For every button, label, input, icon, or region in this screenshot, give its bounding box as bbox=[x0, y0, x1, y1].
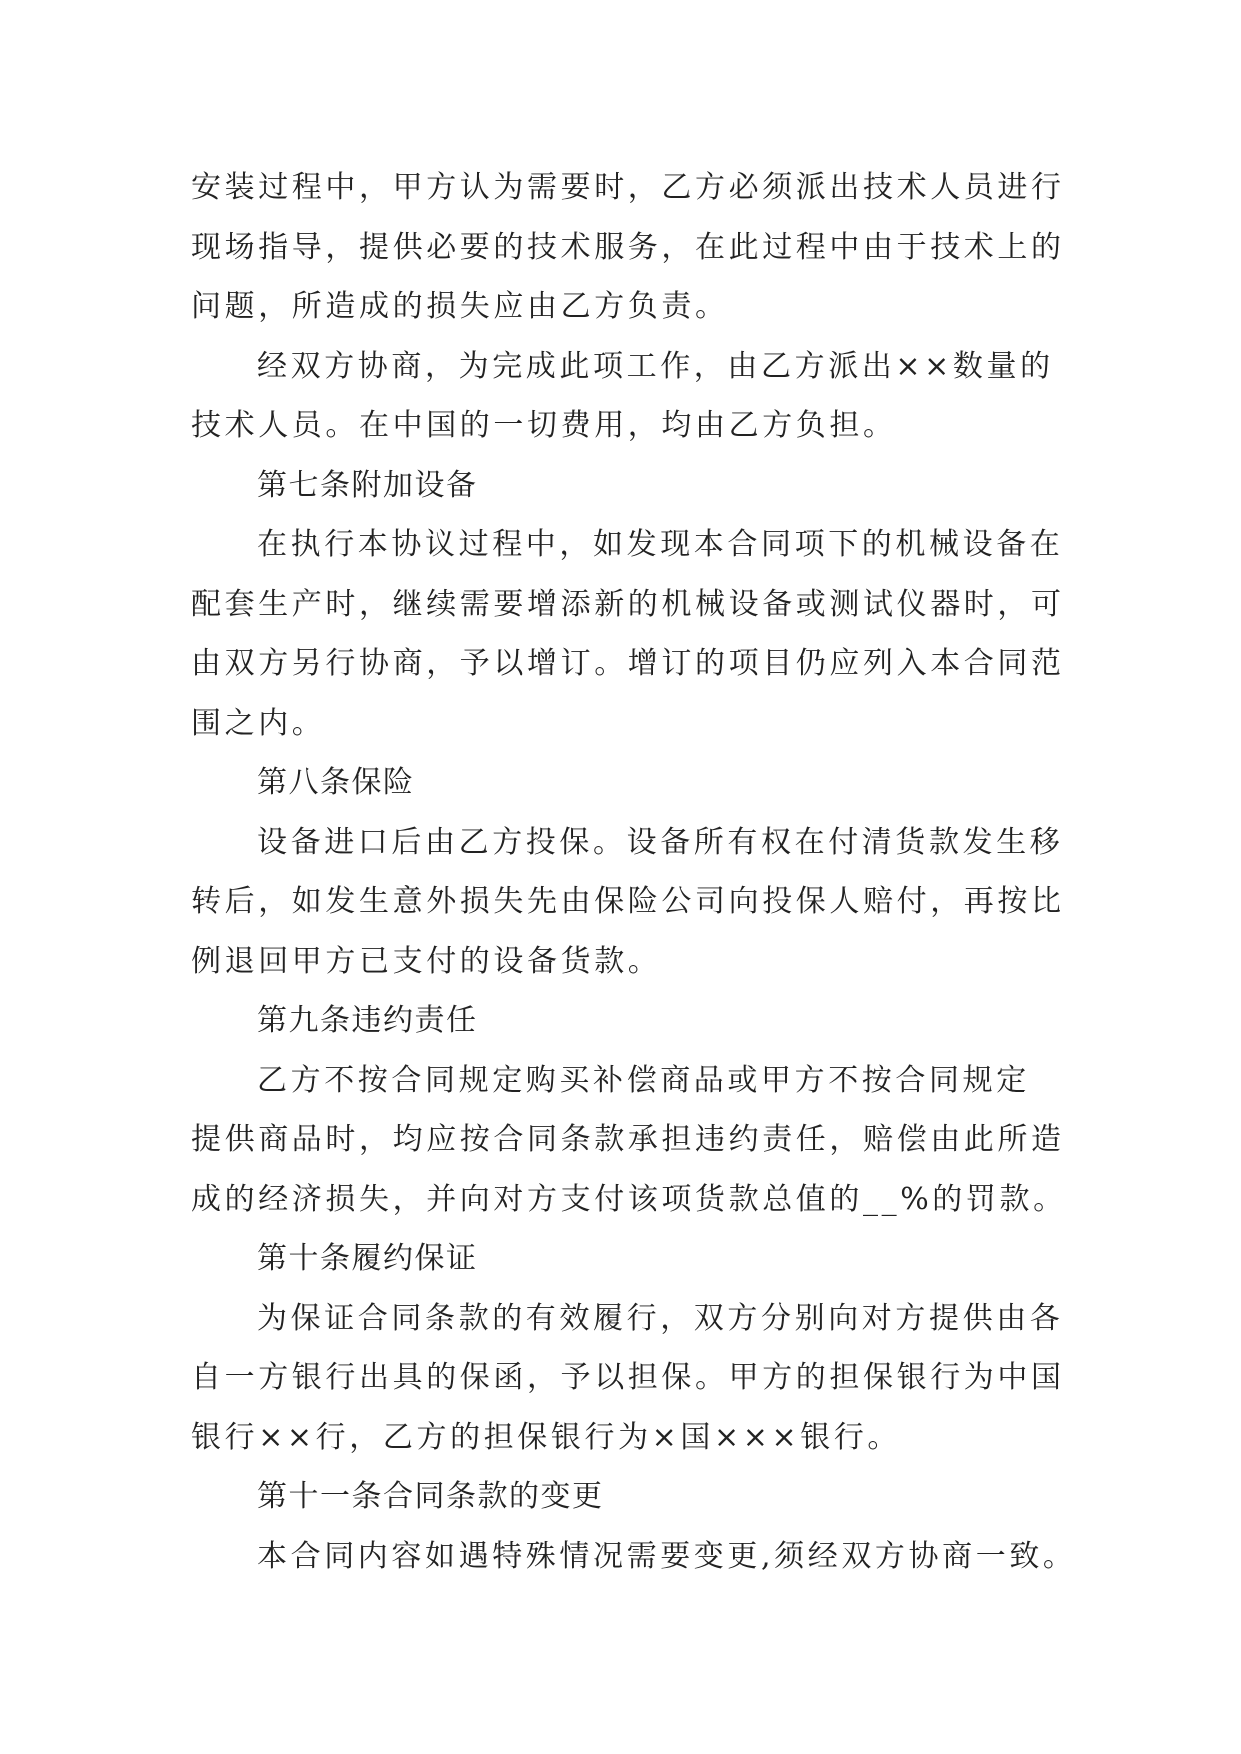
text-line: 转后，如发生意外损失先由保险公司向投保人赔付，再按比 bbox=[191, 884, 1065, 919]
text-line: 安装过程中，甲方认为需要时，乙方必须派出技术人员进行 bbox=[191, 170, 1065, 205]
text-line: 经双方协商，为完成此项工作，由乙方派出××数量的 bbox=[257, 348, 1054, 384]
text-line: 为保证合同条款的有效履行，双方分别向对方提供由各 bbox=[257, 1300, 1064, 1336]
text-line: 乙方不按合同规定购买补偿商品或甲方不按合同规定 bbox=[257, 1062, 1030, 1098]
text-line: 围之内。 bbox=[191, 705, 326, 741]
text-line: 在执行本协议过程中，如发现本合同项下的机械设备在 bbox=[257, 527, 1064, 562]
text-line: 技术人员。在中国的一切费用，均由乙方负担。 bbox=[191, 408, 897, 443]
text-line: 设备进口后由乙方投保。设备所有权在付清货款发生移 bbox=[257, 824, 1064, 860]
document-body bbox=[191, 158, 1077, 1586]
text-line: 本合同内容如遇特殊情况需要变更,须经双方协商一致。 bbox=[257, 1538, 1077, 1574]
text-line: 现场指导，提供必要的技术服务，在此过程中由于技术上的 bbox=[191, 229, 1065, 265]
section-heading: 第八条保险 bbox=[257, 765, 415, 800]
text-line: 银行××行，乙方的担保银行为×国×××银行。 bbox=[191, 1419, 902, 1455]
text-line: 提供商品时，均应按合同条款承担违约责任，赔偿由此所造 bbox=[191, 1122, 1065, 1157]
section-heading: 第九条违约责任 bbox=[257, 1003, 478, 1038]
section-heading: 第十条履约保证 bbox=[257, 1241, 478, 1276]
text-line: 由双方另行协商，予以增订。增订的项目仍应列入本合同范 bbox=[191, 646, 1065, 681]
section-heading: 第十一条合同条款的变更 bbox=[257, 1479, 604, 1514]
text-line: 配套生产时，继续需要增添新的机械设备或测试仪器时，可 bbox=[191, 586, 1065, 622]
text-line: 问题，所造成的损失应由乙方负责。 bbox=[191, 289, 729, 324]
section-heading: 第七条附加设备 bbox=[257, 467, 478, 503]
text-line: 自一方银行出具的保函，予以担保。甲方的担保银行为中国 bbox=[191, 1360, 1065, 1395]
text-line: 成的经济损失，并向对方支付该项货款总值的__%的罚款。 bbox=[191, 1181, 1067, 1217]
text-line: 例退回甲方已支付的设备货款。 bbox=[191, 943, 662, 979]
